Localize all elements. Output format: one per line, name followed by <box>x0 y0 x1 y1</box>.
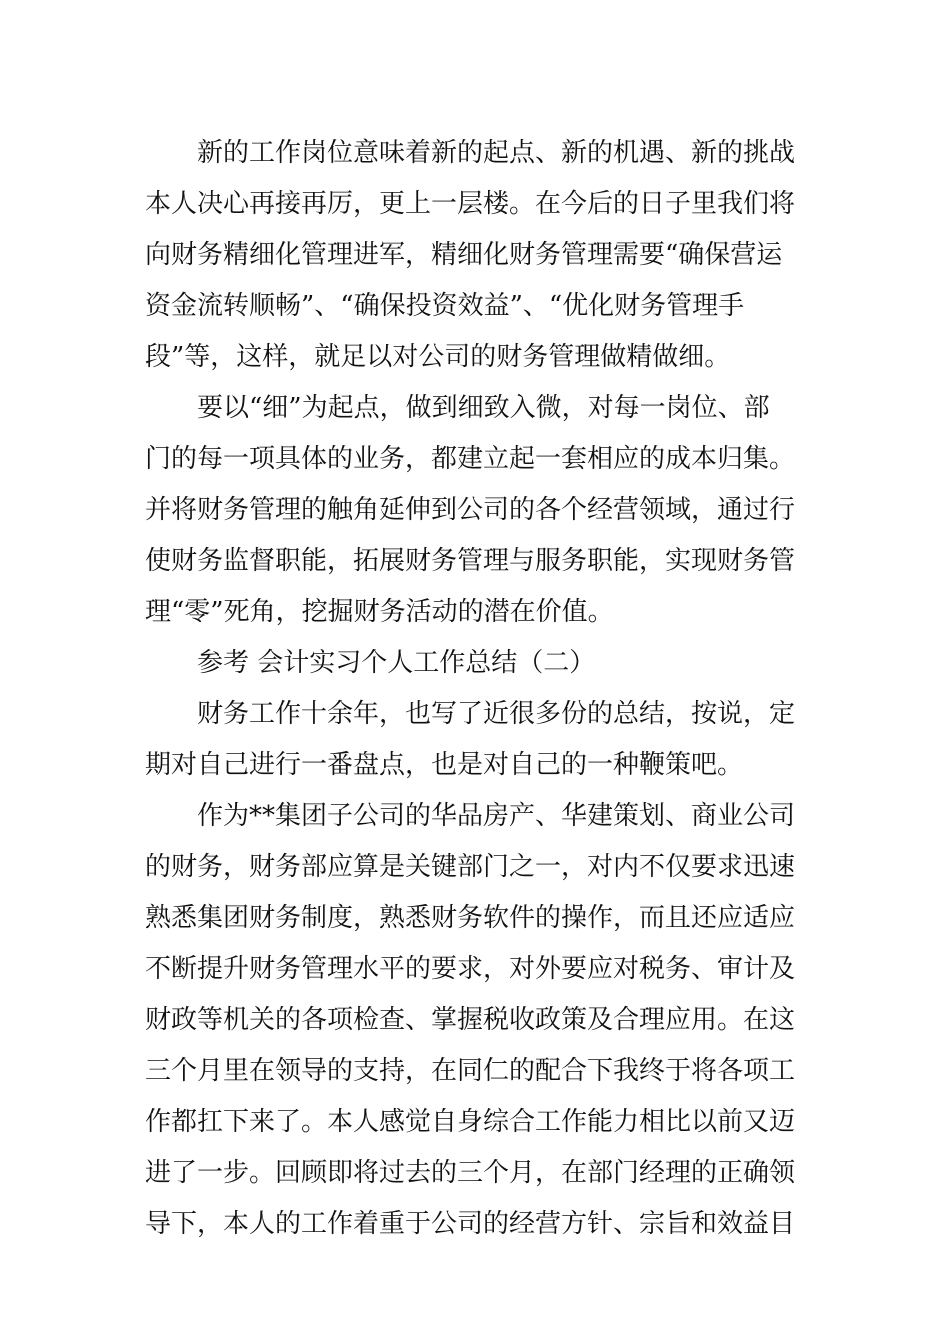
text-line: 段”等，这样，就足以对公司的财务管理做精做细。 <box>145 342 731 372</box>
text-line: 并将财务管理的触角延伸到公司的各个经营领域，通过行 <box>145 495 796 525</box>
paragraph <box>145 383 810 638</box>
text-line: 门的每一项具体的业务，都建立起一套相应的成本归集。 <box>145 444 796 474</box>
paragraph <box>145 791 810 1250</box>
text-line: 不断提升财务管理水平的要求，对外要应对税务、审计及 <box>145 954 796 984</box>
paragraph <box>145 689 810 791</box>
text-line: 财务工作十余年，也写了近很多份的总结，按说，定 <box>197 699 796 729</box>
text-line: 熟悉集团财务制度，熟悉财务软件的操作，而且还应适应 <box>145 903 796 933</box>
text-line: 的财务，财务部应算是关键部门之一，对内不仅要求迅速 <box>145 852 796 882</box>
paragraph <box>145 638 810 689</box>
text-line: 使财务监督职能，拓展财务管理与服务职能，实现财务管 <box>145 546 796 576</box>
text-line: 新的工作岗位意味着新的起点、新的机遇、新的挑战 <box>197 138 796 168</box>
paragraph <box>145 128 810 383</box>
text-line: 向财务精细化管理进军，精细化财务管理需要“确保营运 <box>145 240 783 270</box>
text-line: 本人决心再接再厉，更上一层楼。在今后的日子里我们将 <box>145 189 796 219</box>
text-line: 三个月里在领导的支持，在同仁的配合下我终于将各项工 <box>145 1056 796 1086</box>
text-line: 导下，本人的工作着重于公司的经营方针、宗旨和效益目 <box>145 1209 796 1239</box>
text-line: 期对自己进行一番盘点，也是对自己的一种鞭策吧。 <box>145 750 744 780</box>
text-line: 财政等机关的各项检查、掌握税收政策及合理应用。在这 <box>145 1005 796 1035</box>
text-line: 进了一步。回顾即将过去的三个月，在部门经理的正确领 <box>145 1158 796 1188</box>
text-line: 参考 会计实习个人工作总结（二） <box>197 648 596 678</box>
text-line: 作都扛下来了。本人感觉自身综合工作能力相比以前又迈 <box>145 1107 796 1137</box>
document-body <box>145 128 810 1250</box>
text-line: 要以“细”为起点，做到细致入微，对每一岗位、部 <box>197 393 770 423</box>
text-line: 作为**集团子公司的华品房产、华建策划、商业公司 <box>197 801 796 831</box>
text-line: 资金流转顺畅”、“确保投资效益”、“优化财务管理手 <box>145 291 745 321</box>
text-line: 理“零”死角，挖掘财务活动的潜在价值。 <box>145 597 614 627</box>
